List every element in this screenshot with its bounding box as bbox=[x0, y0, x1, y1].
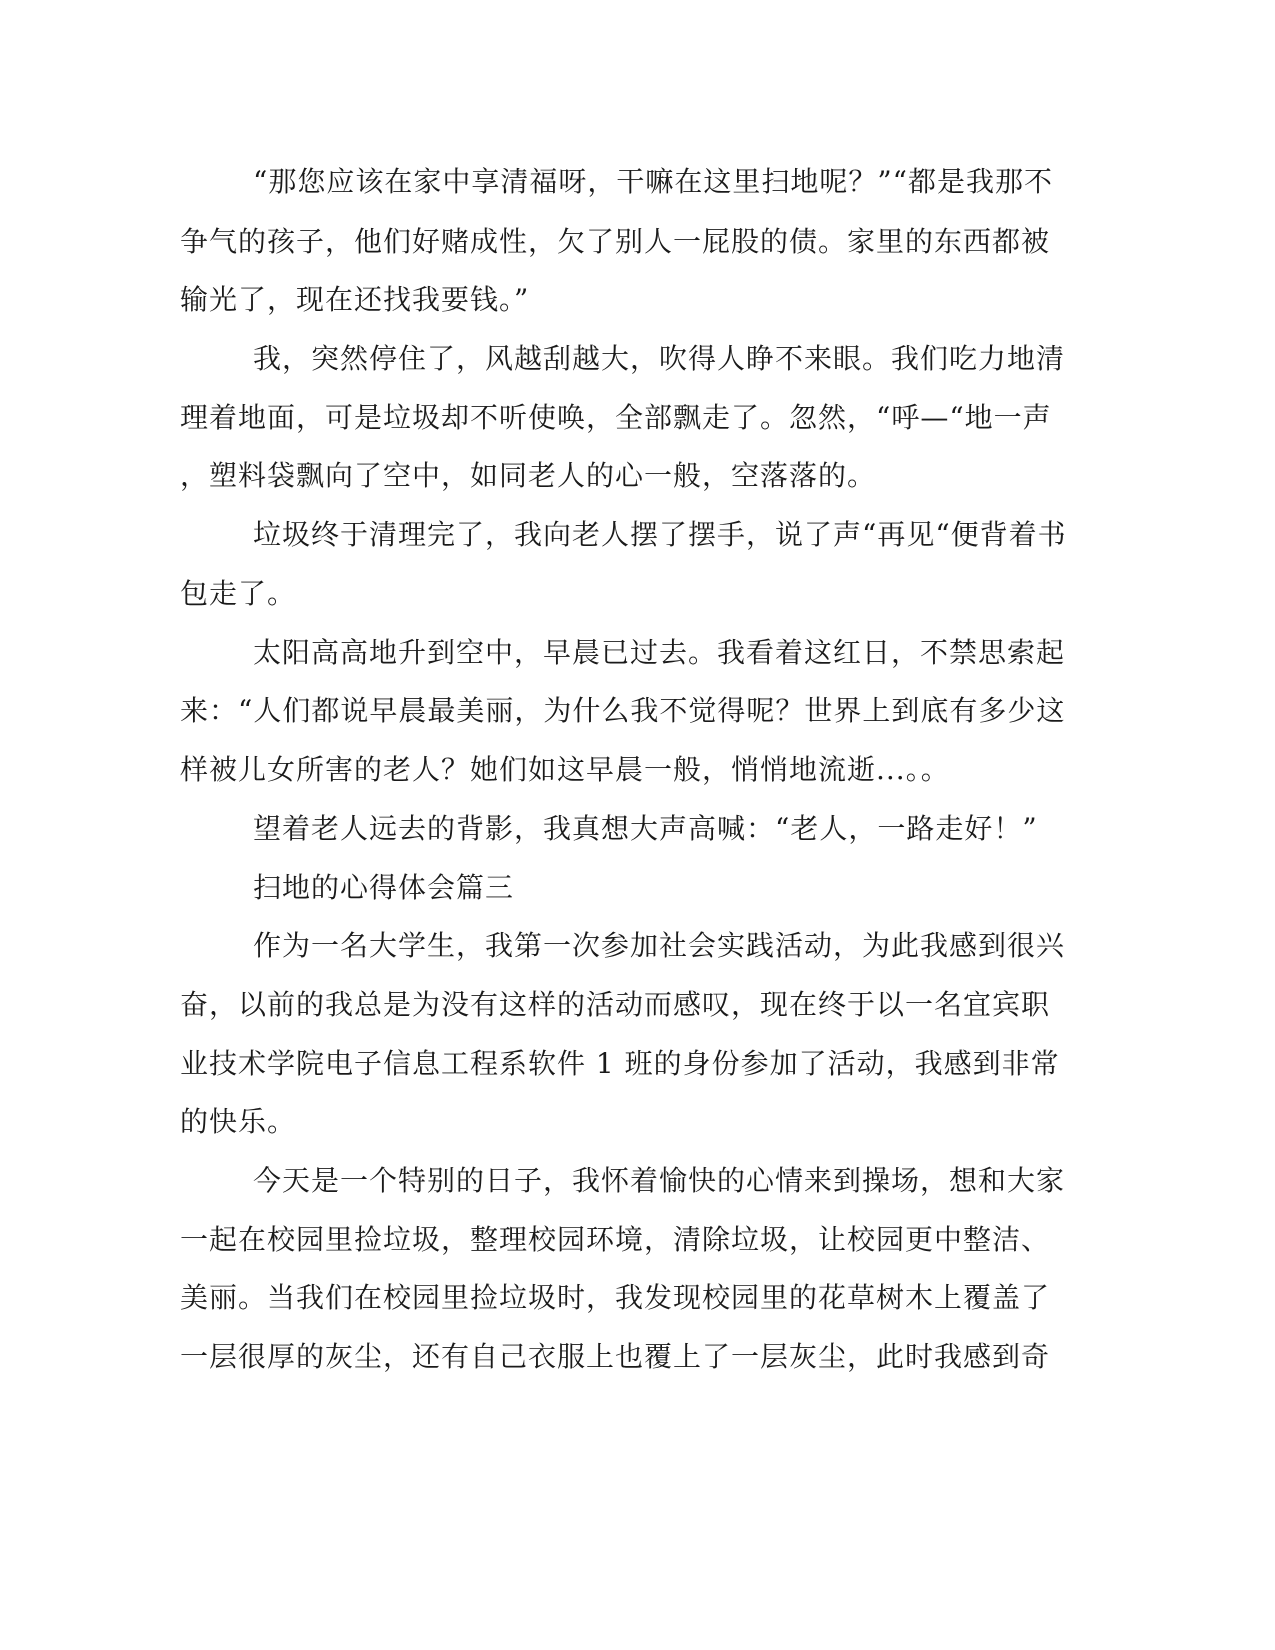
text-line: 来：“人们都说早晨最美丽，为什么我不觉得呢？世界上到底有多少这 bbox=[180, 694, 1066, 727]
text-line: ，塑料袋飘向了空中，如同老人的心一般，空落落的。 bbox=[180, 459, 877, 492]
text-line: 望着老人远去的背影，我真想大声高喊：“老人，一路走好！” bbox=[253, 812, 1038, 845]
text-line: 包走了。 bbox=[180, 577, 297, 610]
text-line: 作为一名大学生，我第一次参加社会实践活动，为此我感到很兴 bbox=[253, 929, 1066, 962]
text-line: 理着地面，可是垃圾却不听使唤，全部飘走了。忽然，“呼—“地一声 bbox=[180, 401, 1052, 434]
text-line: 垃圾终于清理完了，我向老人摆了摆手，说了声“再见“便背着书 bbox=[253, 518, 1067, 551]
text-line: 一层很厚的灰尘，还有自己衣服上也覆上了一层灰尘，此时我感到奇 bbox=[180, 1340, 1051, 1373]
text-line: 一起在校园里捡垃圾，整理校园环境，清除垃圾，让校园更中整洁、 bbox=[180, 1223, 1051, 1256]
text-line: 今天是一个特别的日子，我怀着愉快的心情来到操场，想和大家 bbox=[253, 1164, 1066, 1197]
text-line: 输光了，现在还找我要钱。” bbox=[180, 283, 530, 316]
text-line: 争气的孩子，他们好赌成性，欠了别人一屁股的债。家里的东西都被 bbox=[180, 225, 1051, 258]
section-heading: 扫地的心得体会篇三 bbox=[253, 871, 515, 904]
text-line: “那您应该在家中享清福呀，干嘛在这里扫地呢？”“都是我那不 bbox=[253, 165, 1053, 198]
text-line: 奋，以前的我总是为没有这样的活动而感叹，现在终于以一名宜宾职 bbox=[180, 988, 1051, 1021]
text-line: 我，突然停住了，风越刮越大，吹得人睁不来眼。我们吃力地清 bbox=[253, 342, 1066, 375]
text-line: 的快乐。 bbox=[180, 1105, 297, 1138]
text-line: 太阳高高地升到空中，早晨已过去。我看着这红日，不禁思索起 bbox=[253, 636, 1066, 669]
text-line: 美丽。当我们在校园里捡垃圾时，我发现校园里的花草树木上覆盖了 bbox=[180, 1281, 1051, 1314]
text-line: 业技术学院电子信息工程系软件 1 班的身份参加了活动，我感到非常 bbox=[180, 1047, 1060, 1080]
text-line: 样被儿女所害的老人？她们如这早晨一般，悄悄地流逝...。。 bbox=[180, 753, 950, 786]
